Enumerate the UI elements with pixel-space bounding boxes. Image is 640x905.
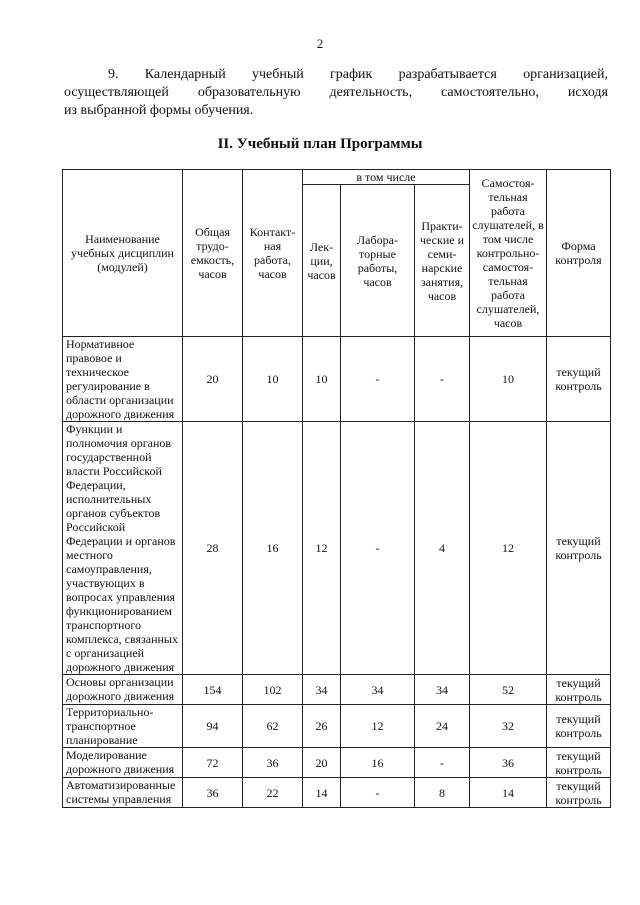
cell-practical: 4 — [415, 422, 470, 675]
cell-self-study: 52 — [470, 675, 547, 705]
cell-practical: 34 — [415, 675, 470, 705]
cell-contact: 22 — [243, 778, 303, 808]
curriculum-table — [62, 169, 611, 808]
page-number: 2 — [316, 36, 324, 51]
cell-name: Функции и полномочия органов государственной власти Российской Федерации, исполнительных органов субъектов Российской Федерации и органов местного самоуправления, участвующих в вопросах управления функционированием транспортного комплекса, связанных с организацией дорожного движения — [63, 422, 183, 675]
cell-total: 94 — [183, 705, 243, 748]
cell-total: 72 — [183, 748, 243, 778]
cell-form: текущий контроль — [547, 337, 611, 422]
section-title: II. Учебный план Программы — [217, 136, 423, 152]
cell-form: текущий контроль — [547, 675, 611, 705]
paragraph-line: осуществляющей образовательную деятельность, самостоятельно, исходя — [64, 85, 608, 100]
table-row — [63, 422, 611, 675]
cell-practical: 8 — [415, 778, 470, 808]
header-contact: Контакт- ная работа, часов — [243, 170, 303, 337]
cell-self-study: 10 — [470, 337, 547, 422]
cell-total: 20 — [183, 337, 243, 422]
header-lectures: Лек- ции, часов — [303, 185, 341, 337]
cell-lectures: 12 — [303, 422, 341, 675]
cell-lab: 34 — [341, 675, 415, 705]
paragraph-calendar-schedule — [64, 66, 608, 120]
cell-lab: - — [341, 337, 415, 422]
cell-lab: 12 — [341, 705, 415, 748]
table-row — [63, 778, 611, 808]
table-row — [63, 675, 611, 705]
header-name: Наименование учебных дисциплин (модулей) — [63, 170, 183, 337]
header-self-study: Самостоя- тельная работа слушателей, в том числе контрольно- самостоя- тельная работа слушателей, часов — [470, 170, 547, 337]
cell-self-study: 12 — [470, 422, 547, 675]
paragraph-line: из выбранной формы обучения. — [64, 103, 254, 118]
cell-name: Нормативное правовое и техническое регулирование в области организации дорожного движения — [63, 337, 183, 422]
cell-self-study: 36 — [470, 748, 547, 778]
cell-lectures: 14 — [303, 778, 341, 808]
cell-contact: 102 — [243, 675, 303, 705]
cell-name: Моделирование дорожного движения — [63, 748, 183, 778]
cell-lab: 16 — [341, 748, 415, 778]
cell-form: текущий контроль — [547, 748, 611, 778]
cell-lectures: 10 — [303, 337, 341, 422]
header-lab: Лабора- торные работы, часов — [341, 185, 415, 337]
cell-total: 154 — [183, 675, 243, 705]
header-total: Общая трудо- емкость, часов — [183, 170, 243, 337]
cell-form: текущий контроль — [547, 778, 611, 808]
cell-name: Основы организации дорожного движения — [63, 675, 183, 705]
cell-total: 36 — [183, 778, 243, 808]
cell-lectures: 26 — [303, 705, 341, 748]
cell-self-study: 14 — [470, 778, 547, 808]
table-row — [63, 748, 611, 778]
cell-contact: 10 — [243, 337, 303, 422]
cell-total: 28 — [183, 422, 243, 675]
cell-form: текущий контроль — [547, 422, 611, 675]
cell-lab: - — [341, 422, 415, 675]
cell-practical: - — [415, 337, 470, 422]
cell-practical: - — [415, 748, 470, 778]
header-including: в том числе — [303, 170, 470, 185]
header-form: Форма контроля — [547, 170, 611, 337]
cell-name: Автоматизированные системы управления — [63, 778, 183, 808]
cell-form: текущий контроль — [547, 705, 611, 748]
cell-self-study: 32 — [470, 705, 547, 748]
cell-lectures: 20 — [303, 748, 341, 778]
header-practical: Практи- ческие и семи- нарские занятия, часов — [415, 185, 470, 337]
cell-lab: - — [341, 778, 415, 808]
paragraph-line: 9. Календарный учебный график разрабатывается организацией, — [108, 67, 608, 82]
cell-practical: 24 — [415, 705, 470, 748]
cell-contact: 16 — [243, 422, 303, 675]
cell-lectures: 34 — [303, 675, 341, 705]
cell-name: Территориально- транспортное планирование — [63, 705, 183, 748]
table-row — [63, 705, 611, 748]
table-row — [63, 337, 611, 422]
cell-contact: 62 — [243, 705, 303, 748]
cell-contact: 36 — [243, 748, 303, 778]
